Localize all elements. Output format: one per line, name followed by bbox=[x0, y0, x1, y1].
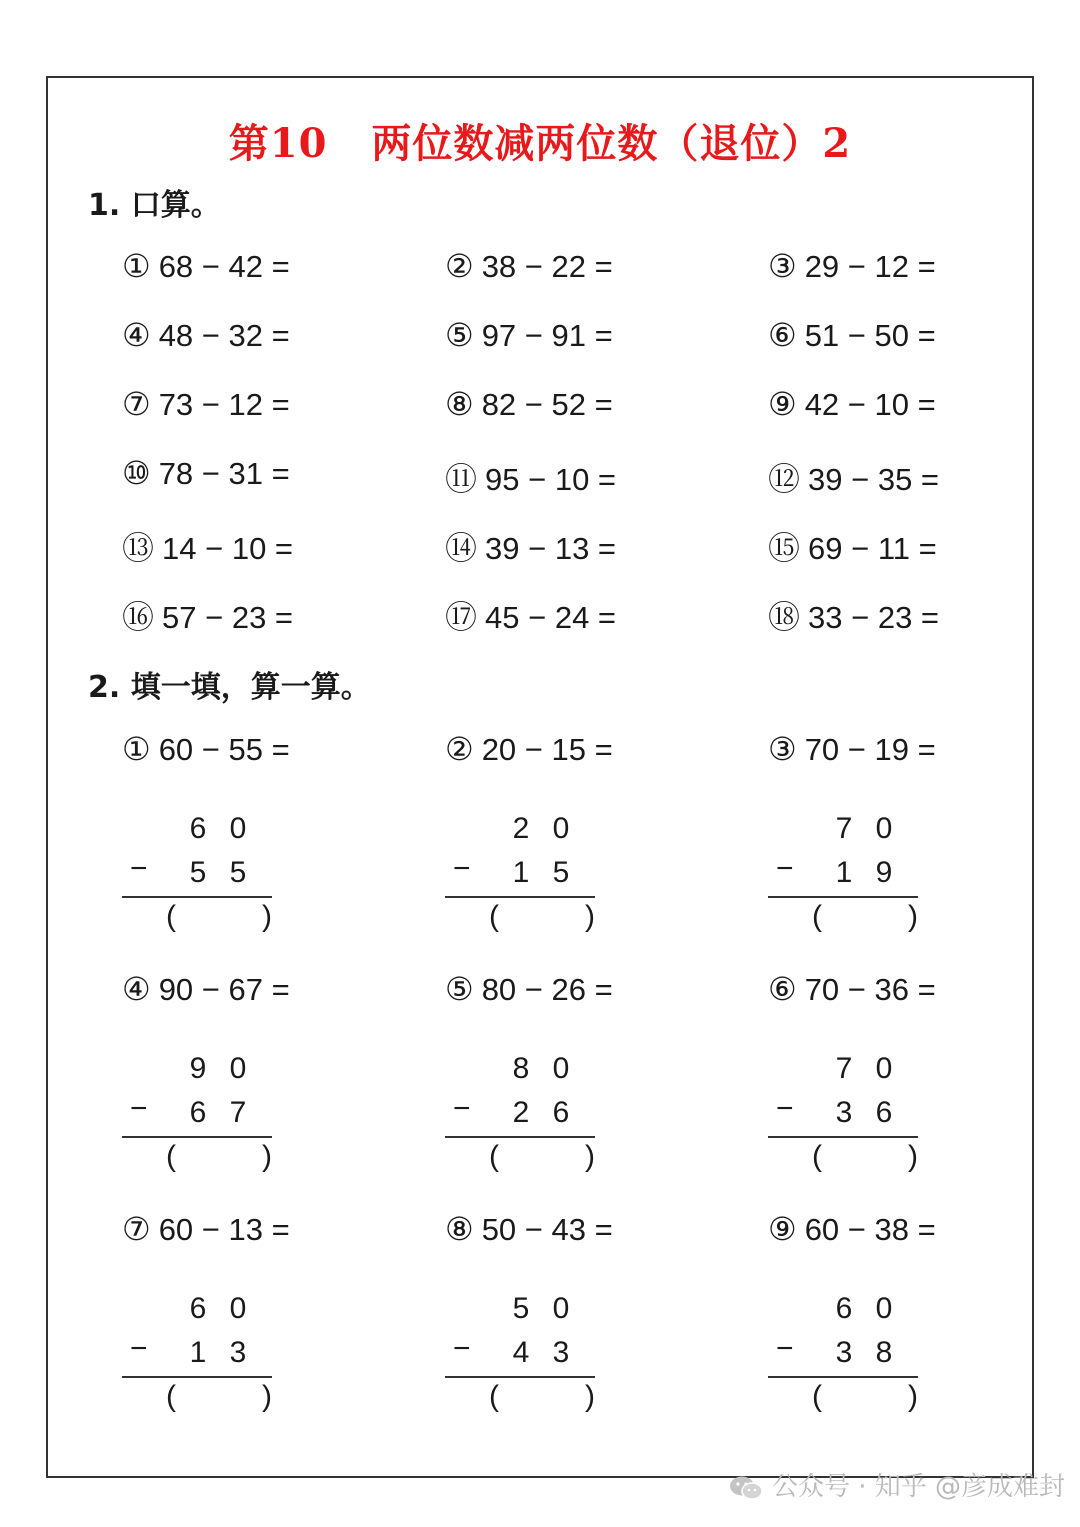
problem-expression: 57 − 23 = bbox=[162, 600, 294, 635]
oral-problem bbox=[768, 592, 939, 638]
minuend-ones-digit: 0 bbox=[229, 1052, 247, 1085]
problem-number: ① bbox=[122, 730, 151, 768]
answer-box-right-paren[interactable]: ) bbox=[908, 1140, 918, 1173]
vertical-form bbox=[445, 812, 595, 932]
vertical-form bbox=[768, 1052, 918, 1172]
minuend-ones-digit: 0 bbox=[552, 1292, 570, 1325]
minus-sign: − bbox=[130, 1092, 148, 1125]
problem-expression: 73 − 12 = bbox=[158, 387, 290, 422]
problem-expression: 70 − 36 = bbox=[804, 972, 936, 1007]
problem-number: ④ bbox=[122, 316, 151, 354]
oral-problem bbox=[445, 385, 613, 423]
minus-sign: − bbox=[130, 852, 148, 885]
answer-box-right-paren[interactable]: ) bbox=[585, 900, 595, 933]
problem-number: ⑨ bbox=[768, 1210, 797, 1248]
problem-number: ③ bbox=[768, 247, 797, 285]
problem-expression: 38 − 22 = bbox=[481, 249, 613, 284]
problem-number: ⑭ bbox=[445, 529, 478, 567]
problem-expression: 60 − 13 = bbox=[158, 1212, 290, 1247]
minuend-tens-digit: 9 bbox=[189, 1052, 207, 1085]
subtrahend-tens-digit: 4 bbox=[512, 1336, 530, 1369]
vertical-problem-expression bbox=[445, 1210, 613, 1248]
problem-expression: 14 − 10 = bbox=[162, 531, 294, 566]
answer-box-right-paren[interactable]: ) bbox=[908, 1380, 918, 1413]
sum-line bbox=[122, 896, 272, 898]
subtrahend-ones-digit: 3 bbox=[229, 1336, 247, 1369]
subtrahend-ones-digit: 5 bbox=[229, 856, 247, 889]
problem-expression: 39 − 35 = bbox=[808, 462, 940, 497]
minuend-ones-digit: 0 bbox=[229, 812, 247, 845]
vertical-problem-expression bbox=[768, 1210, 936, 1248]
subtrahend-tens-digit: 6 bbox=[189, 1096, 207, 1129]
minuend-tens-digit: 7 bbox=[835, 812, 853, 845]
answer-box-right-paren[interactable]: ) bbox=[585, 1140, 595, 1173]
subtrahend-tens-digit: 3 bbox=[835, 1336, 853, 1369]
subtrahend-tens-digit: 1 bbox=[835, 856, 853, 889]
problem-expression: 39 − 13 = bbox=[485, 531, 617, 566]
answer-box-right-paren[interactable]: ) bbox=[262, 900, 272, 933]
minuend-ones-digit: 0 bbox=[552, 1052, 570, 1085]
problem-number: ⑦ bbox=[122, 1210, 151, 1248]
wechat-icon bbox=[728, 1475, 764, 1501]
problem-expression: 60 − 38 = bbox=[804, 1212, 936, 1247]
minus-sign: − bbox=[776, 1332, 794, 1365]
subtrahend-ones-digit: 5 bbox=[552, 856, 570, 889]
problem-number: ③ bbox=[768, 730, 797, 768]
answer-box-left-paren[interactable]: ( bbox=[489, 900, 499, 933]
problem-number: ④ bbox=[122, 970, 151, 1008]
problem-number: ⑦ bbox=[122, 385, 151, 423]
minuend-ones-digit: 0 bbox=[229, 1292, 247, 1325]
problem-number: ⑧ bbox=[445, 1210, 474, 1248]
oral-problem bbox=[768, 247, 936, 285]
vertical-form bbox=[445, 1052, 595, 1172]
answer-box-left-paren[interactable]: ( bbox=[812, 1140, 822, 1173]
sum-line bbox=[122, 1376, 272, 1378]
oral-problem bbox=[768, 454, 939, 500]
minuend-tens-digit: 2 bbox=[512, 812, 530, 845]
oral-problem bbox=[445, 523, 616, 569]
vertical-problem-expression bbox=[445, 730, 613, 768]
minus-sign: − bbox=[130, 1332, 148, 1365]
problem-number: ⑥ bbox=[768, 316, 797, 354]
section-2-heading: 2. 填一填，算一算。 bbox=[88, 670, 371, 705]
section-1-heading: 1. 口算。 bbox=[88, 188, 221, 223]
problem-expression: 70 − 19 = bbox=[804, 732, 936, 767]
problem-expression: 20 − 15 = bbox=[481, 732, 613, 767]
problem-number: ⑫ bbox=[768, 460, 801, 498]
oral-problem bbox=[445, 247, 613, 285]
vertical-form bbox=[122, 812, 272, 932]
vertical-form bbox=[445, 1292, 595, 1412]
minus-sign: − bbox=[776, 1092, 794, 1125]
oral-problem bbox=[122, 385, 290, 423]
subtrahend-ones-digit: 6 bbox=[875, 1096, 893, 1129]
problem-expression: 68 − 42 = bbox=[158, 249, 290, 284]
problem-expression: 50 − 43 = bbox=[481, 1212, 613, 1247]
answer-box-left-paren[interactable]: ( bbox=[166, 900, 176, 933]
oral-problem bbox=[445, 592, 616, 638]
problem-number: ⑰ bbox=[445, 598, 478, 636]
minus-sign: − bbox=[453, 852, 471, 885]
minuend-ones-digit: 0 bbox=[552, 812, 570, 845]
oral-problem bbox=[768, 316, 936, 354]
worksheet-frame bbox=[46, 76, 1034, 1478]
problem-expression: 60 − 55 = bbox=[158, 732, 290, 767]
problem-number: ⑥ bbox=[768, 970, 797, 1008]
vertical-problem-expression bbox=[768, 970, 936, 1008]
problem-expression: 45 − 24 = bbox=[485, 600, 617, 635]
minuend-tens-digit: 6 bbox=[189, 812, 207, 845]
oral-problem bbox=[122, 523, 293, 569]
answer-box-left-paren[interactable]: ( bbox=[489, 1140, 499, 1173]
sum-line bbox=[768, 1136, 918, 1138]
subtrahend-ones-digit: 9 bbox=[875, 856, 893, 889]
subtrahend-ones-digit: 6 bbox=[552, 1096, 570, 1129]
problem-number: ⑩ bbox=[122, 454, 151, 492]
sum-line bbox=[445, 1136, 595, 1138]
problem-expression: 90 − 67 = bbox=[158, 972, 290, 1007]
problem-number: ① bbox=[122, 247, 151, 285]
subtrahend-tens-digit: 5 bbox=[189, 856, 207, 889]
minuend-tens-digit: 6 bbox=[835, 1292, 853, 1325]
problem-expression: 29 − 12 = bbox=[804, 249, 936, 284]
sum-line bbox=[445, 896, 595, 898]
problem-expression: 48 − 32 = bbox=[158, 318, 290, 353]
problem-expression: 42 − 10 = bbox=[804, 387, 936, 422]
sum-line bbox=[122, 1136, 272, 1138]
vertical-problem-expression bbox=[768, 730, 936, 768]
oral-problem bbox=[445, 454, 616, 500]
subtrahend-tens-digit: 3 bbox=[835, 1096, 853, 1129]
answer-box-left-paren[interactable]: ( bbox=[489, 1380, 499, 1413]
vertical-form bbox=[768, 1292, 918, 1412]
vertical-problem-expression bbox=[445, 970, 613, 1008]
oral-problem bbox=[445, 316, 613, 354]
sum-line bbox=[768, 1376, 918, 1378]
worksheet-title bbox=[0, 112, 1080, 169]
problem-number: ⑤ bbox=[445, 970, 474, 1008]
answer-box-right-paren[interactable]: ) bbox=[262, 1380, 272, 1413]
subtrahend-tens-digit: 1 bbox=[189, 1336, 207, 1369]
vertical-problem-expression bbox=[122, 1210, 290, 1248]
problem-number: ⑪ bbox=[445, 460, 478, 498]
oral-problem bbox=[768, 523, 937, 569]
oral-problem bbox=[122, 316, 290, 354]
answer-box-right-paren[interactable]: ) bbox=[262, 1140, 272, 1173]
oral-problem bbox=[122, 247, 290, 285]
problem-number: ⑱ bbox=[768, 598, 801, 636]
minuend-tens-digit: 6 bbox=[189, 1292, 207, 1325]
sum-line bbox=[445, 1376, 595, 1378]
vertical-form bbox=[768, 812, 918, 932]
minuend-tens-digit: 5 bbox=[512, 1292, 530, 1325]
problem-number: ⑧ bbox=[445, 385, 474, 423]
answer-box-left-paren[interactable]: ( bbox=[166, 1380, 176, 1413]
problem-expression: 78 − 31 = bbox=[158, 456, 290, 491]
problem-expression: 95 − 10 = bbox=[485, 462, 617, 497]
minuend-tens-digit: 8 bbox=[512, 1052, 530, 1085]
problem-expression: 97 − 91 = bbox=[481, 318, 613, 353]
minus-sign: − bbox=[453, 1332, 471, 1365]
problem-number: ⑯ bbox=[122, 598, 155, 636]
title-lesson-number: 第10 bbox=[228, 120, 328, 167]
minuend-ones-digit: 0 bbox=[875, 1292, 893, 1325]
answer-box-right-paren[interactable]: ) bbox=[908, 900, 918, 933]
minuend-ones-digit: 0 bbox=[875, 812, 893, 845]
subtrahend-ones-digit: 7 bbox=[229, 1096, 247, 1129]
subtrahend-tens-digit: 1 bbox=[512, 856, 530, 889]
vertical-form bbox=[122, 1052, 272, 1172]
subtrahend-ones-digit: 3 bbox=[552, 1336, 570, 1369]
vertical-problem-expression bbox=[122, 970, 290, 1008]
answer-box-right-paren[interactable]: ) bbox=[585, 1380, 595, 1413]
answer-box-left-paren[interactable]: ( bbox=[812, 900, 822, 933]
problem-number: ⑬ bbox=[122, 529, 155, 567]
vertical-form bbox=[122, 1292, 272, 1412]
problem-number: ② bbox=[445, 247, 474, 285]
problem-expression: 51 − 50 = bbox=[804, 318, 936, 353]
oral-problem bbox=[768, 385, 936, 423]
problem-number: ⑨ bbox=[768, 385, 797, 423]
subtrahend-ones-digit: 8 bbox=[875, 1336, 893, 1369]
problem-expression: 82 − 52 = bbox=[481, 387, 613, 422]
minus-sign: − bbox=[776, 852, 794, 885]
answer-box-left-paren[interactable]: ( bbox=[166, 1140, 176, 1173]
problem-expression: 80 − 26 = bbox=[481, 972, 613, 1007]
problem-number: ② bbox=[445, 730, 474, 768]
vertical-problem-expression bbox=[122, 730, 290, 768]
sum-line bbox=[768, 896, 918, 898]
minus-sign: − bbox=[453, 1092, 471, 1125]
subtrahend-tens-digit: 2 bbox=[512, 1096, 530, 1129]
watermark bbox=[728, 1466, 1065, 1503]
problem-expression: 69 − 11 = bbox=[808, 531, 937, 566]
problem-number: ⑮ bbox=[768, 529, 801, 567]
minuend-ones-digit: 0 bbox=[875, 1052, 893, 1085]
minuend-tens-digit: 7 bbox=[835, 1052, 853, 1085]
title-topic: 两位数减两位数（退位）2 bbox=[371, 120, 852, 167]
answer-box-left-paren[interactable]: ( bbox=[812, 1380, 822, 1413]
problem-number: ⑤ bbox=[445, 316, 474, 354]
oral-problem bbox=[122, 454, 290, 492]
problem-expression: 33 − 23 = bbox=[808, 600, 940, 635]
watermark-text: 公众号 · 知乎 @彦成难封 bbox=[772, 1472, 1066, 1502]
oral-problem bbox=[122, 592, 293, 638]
